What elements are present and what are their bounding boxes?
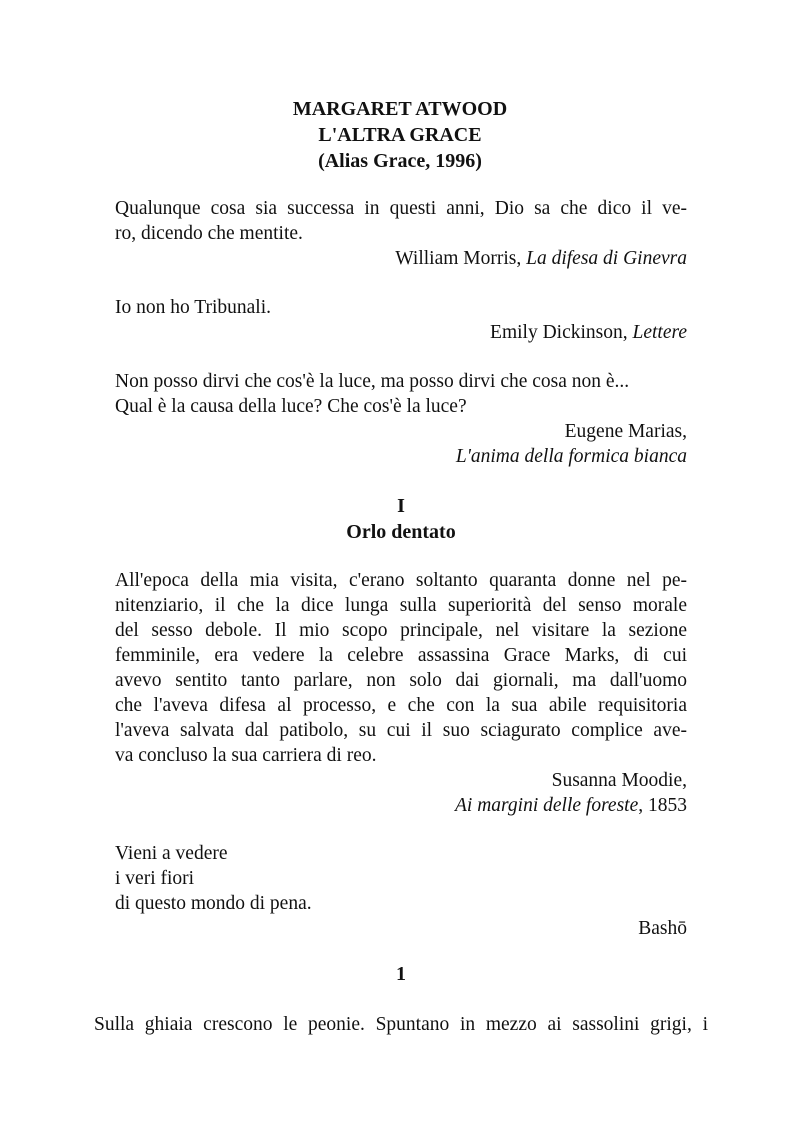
book-title: L'ALTRA GRACE [318,124,482,146]
attribution-year: , 1853 [638,795,687,816]
attribution-author: Bashō [638,918,687,939]
poem-line: Vieni a vedere [115,843,228,864]
poem-line: di questo mondo di pena. [115,893,312,914]
epigraph-attribution [115,320,687,345]
poem-line: i veri fiori [115,868,195,889]
epigraph-text-line: Qual è la causa della luce? Che cos'è la luce? [115,396,467,417]
epigraph-text-line: All'epoca della mia visita, c'erano soltanto quaranta donne nel pe- [115,570,687,591]
attribution-work [115,444,687,469]
body-text [94,1012,708,1037]
part-number: I [397,495,405,517]
part-title: Orlo dentato [346,521,456,543]
epigraph-text-line: Non posso dirvi che cos'è la luce, ma posso dirvi che cosa non è... [115,371,630,392]
epigraph-attribution [115,246,687,271]
epigraph-text-line: avevo sentito tanto parlare, non solo dai giornali, ma dall'uomo [115,670,687,691]
attribution-work-title: L'anima della formica bianca [455,446,687,467]
attribution-author: Emily Dickinson, [490,322,633,343]
epigraph-moodie [115,568,687,818]
part-heading [115,493,687,545]
epigraph-morris [115,196,687,271]
attribution-author: Susanna Moodie, [551,770,687,791]
attribution-author: Eugene Marias, [564,421,687,442]
attribution-work-title: Ai margini delle foreste [455,795,639,816]
epigraph-text-line: Io non ho Tribunali. [115,297,272,318]
chapter-number: 1 [396,963,406,985]
epigraph-text-line: l'aveva salvata dal patibolo, su cui il suo sciagurato complice ave- [115,720,687,741]
epigraph-text-line: ro, dicendo che mentite. [115,223,303,244]
attribution-work: La difesa di Ginevra [526,248,687,269]
epigraph-dickinson [115,295,687,345]
epigraph-text-line: del sesso debole. Il mio scopo principale, nel visitare la sezione [115,620,687,641]
attribution-author: William Morris, [395,248,527,269]
original-title: (Alias Grace, 1996) [318,150,482,172]
epigraph-text-line: che l'aveva difesa al processo, e che con la sua abile requisitoria [115,695,687,716]
epigraph-marias [115,369,687,469]
attribution-work: Lettere [632,322,687,343]
epigraph-text-line: femminile, era vedere la celebre assassina Grace Marks, di cui [115,645,687,666]
author-name: MARGARET ATWOOD [292,98,508,120]
book-header [0,96,800,174]
body-text-line: Sulla ghiaia crescono le peonie. Spuntano in mezzo ai sassolini grigi, i [94,1014,708,1035]
attribution-work [115,793,687,818]
epigraph-text-line: va concluso la sua carriera di reo. [115,745,377,766]
epigraph-text-line: nitenziario, il che la dice lunga sulla superiorità del senso morale [115,595,687,616]
epigraph-text-line: Qualunque cosa sia successa in questi anni, Dio sa che dico il ve- [115,198,687,219]
epigraph-basho [115,841,687,941]
